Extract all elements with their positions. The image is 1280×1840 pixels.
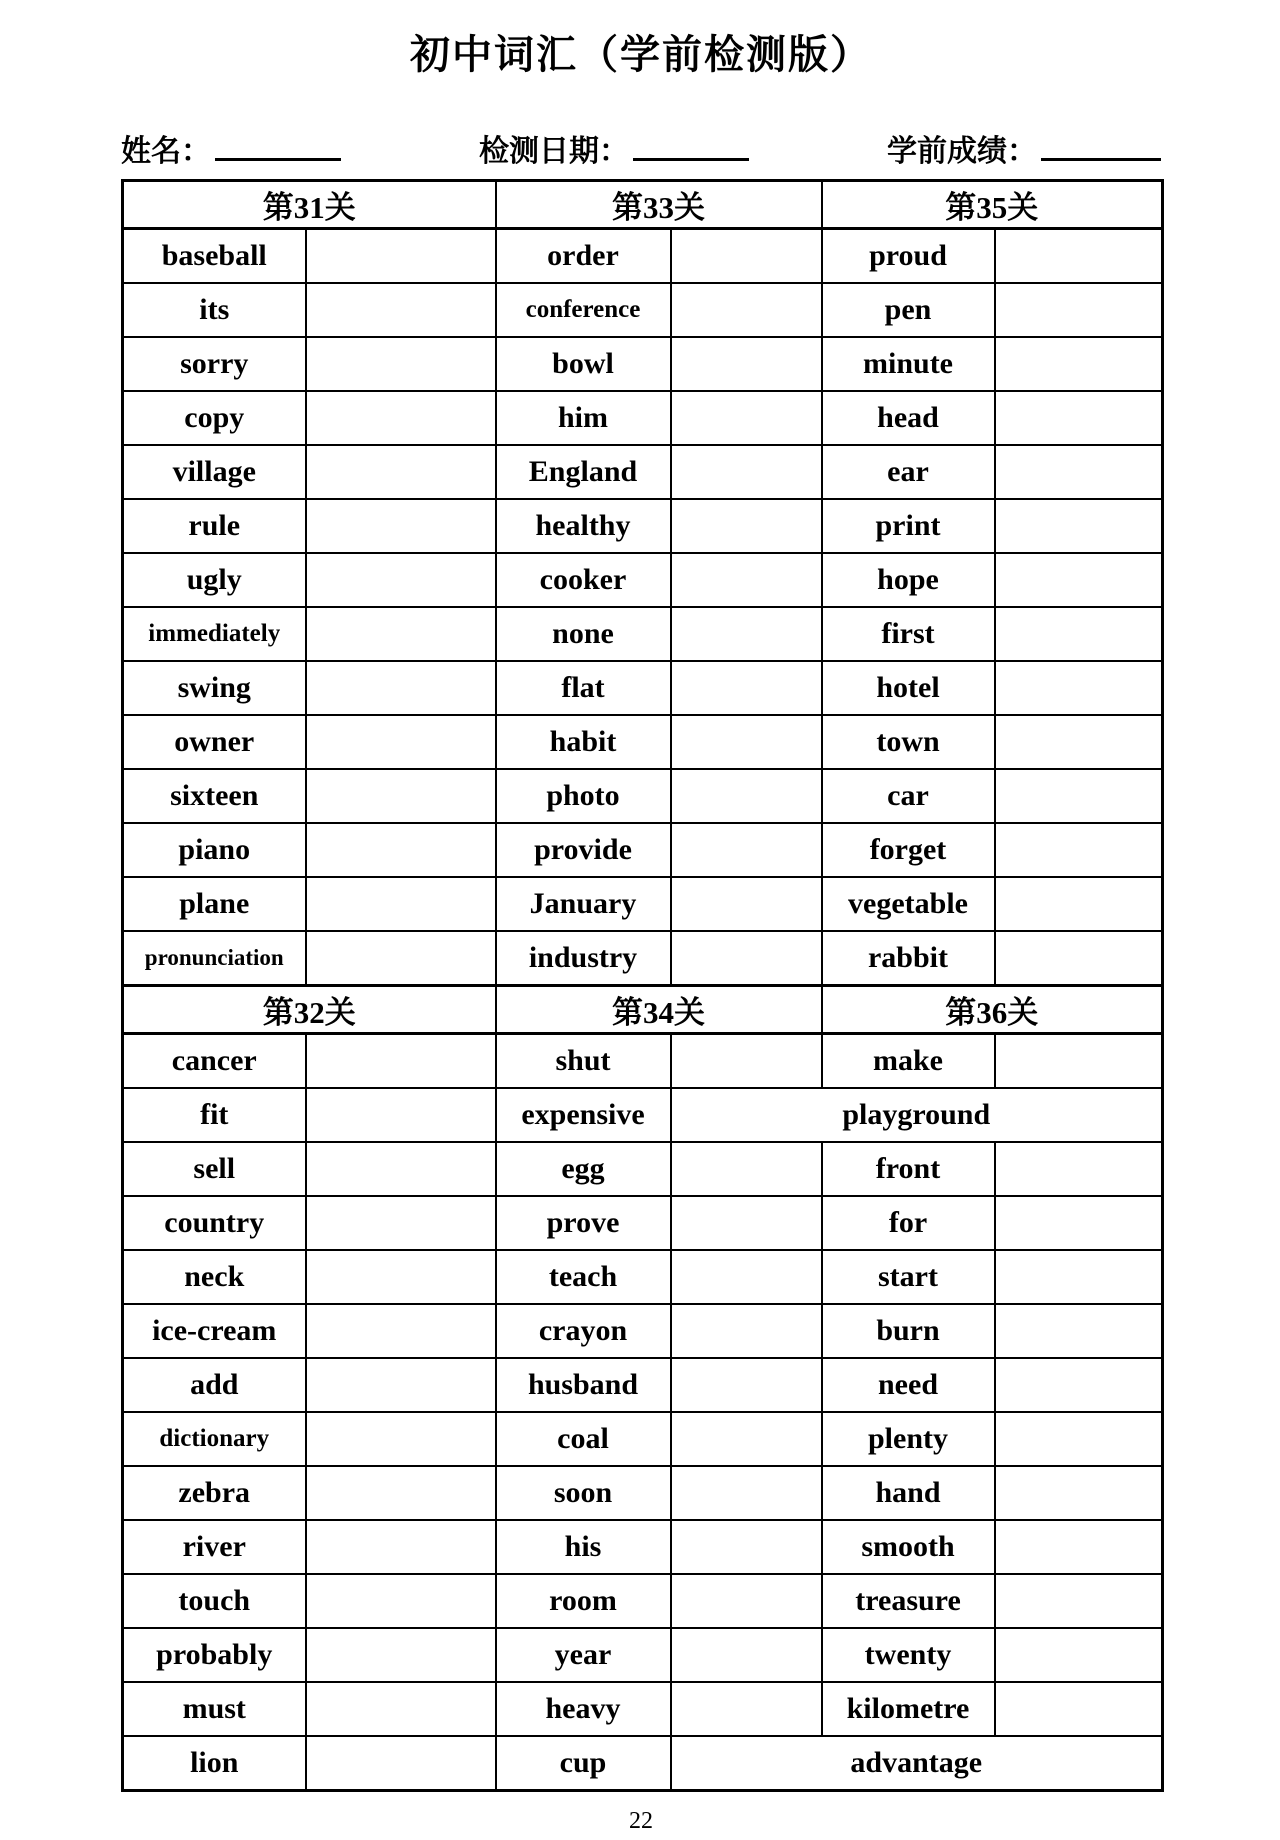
word-cell: make	[822, 1034, 995, 1089]
answer-cell	[671, 823, 822, 877]
table-row	[123, 1574, 1163, 1628]
table-row	[123, 1520, 1163, 1574]
answer-cell	[306, 1358, 496, 1412]
word-cell: egg	[496, 1142, 671, 1196]
answer-cell	[306, 1628, 496, 1682]
answer-cell	[671, 1034, 822, 1089]
section-header-cell: 第31关	[123, 181, 496, 229]
word-cell: kilometre	[822, 1682, 995, 1736]
word-cell: touch	[123, 1574, 306, 1628]
answer-cell	[995, 1466, 1163, 1520]
answer-cell	[995, 283, 1163, 337]
word-cell: vegetable	[822, 877, 995, 931]
section-header-row	[123, 986, 1163, 1034]
answer-cell	[995, 1304, 1163, 1358]
word-cell: sorry	[123, 337, 306, 391]
answer-cell	[306, 1088, 496, 1142]
answer-cell	[671, 1196, 822, 1250]
word-cell: river	[123, 1520, 306, 1574]
word-cell: room	[496, 1574, 671, 1628]
answer-cell	[995, 769, 1163, 823]
word-cell: neck	[123, 1250, 306, 1304]
table-row	[123, 661, 1163, 715]
table-row	[123, 1088, 1163, 1142]
word-cell: industry	[496, 931, 671, 986]
answer-cell	[995, 1196, 1163, 1250]
word-cell: its	[123, 283, 306, 337]
word-cell: expensive	[496, 1088, 671, 1142]
table-row	[123, 553, 1163, 607]
answer-cell	[306, 1736, 496, 1791]
word-cell: lion	[123, 1736, 306, 1791]
word-cell: sell	[123, 1142, 306, 1196]
answer-cell	[306, 1196, 496, 1250]
word-cell: minute	[822, 337, 995, 391]
name-field-blank	[215, 128, 341, 161]
word-cell: hand	[822, 1466, 995, 1520]
answer-cell	[306, 877, 496, 931]
table-row	[123, 823, 1163, 877]
answer-cell	[671, 1574, 822, 1628]
word-cell: flat	[496, 661, 671, 715]
word-cell: pronunciation	[123, 931, 306, 986]
word-cell: pen	[822, 283, 995, 337]
answer-cell	[671, 1142, 822, 1196]
word-cell: swing	[123, 661, 306, 715]
table-row	[123, 283, 1163, 337]
answer-cell	[995, 1034, 1163, 1089]
word-cell: forget	[822, 823, 995, 877]
answer-cell	[995, 1142, 1163, 1196]
section-header-cell: 第35关	[822, 181, 1163, 229]
answer-cell	[995, 1628, 1163, 1682]
word-cell: habit	[496, 715, 671, 769]
answer-cell	[995, 1358, 1163, 1412]
word-cell: hope	[822, 553, 995, 607]
word-cell: cooker	[496, 553, 671, 607]
word-cell: piano	[123, 823, 306, 877]
answer-cell	[995, 1412, 1163, 1466]
table-row	[123, 1358, 1163, 1412]
answer-cell	[671, 607, 822, 661]
word-cell: none	[496, 607, 671, 661]
word-cell: proud	[822, 229, 995, 284]
table-row	[123, 229, 1163, 284]
word-cell: provide	[496, 823, 671, 877]
word-cell: burn	[822, 1304, 995, 1358]
vocab-table-body	[123, 181, 1163, 1791]
answer-cell	[306, 1520, 496, 1574]
word-cell: owner	[123, 715, 306, 769]
table-row	[123, 1682, 1163, 1736]
answer-cell	[671, 445, 822, 499]
word-cell: year	[496, 1628, 671, 1682]
answer-cell	[306, 769, 496, 823]
name-field	[121, 128, 341, 171]
answer-cell	[306, 1574, 496, 1628]
answer-cell	[306, 391, 496, 445]
answer-cell	[306, 1466, 496, 1520]
section-header-cell: 第36关	[822, 986, 1163, 1034]
table-row	[123, 1466, 1163, 1520]
score-field-label: 学前成绩：	[887, 135, 1037, 168]
vocab-table	[121, 179, 1164, 1792]
section-header-cell: 第34关	[496, 986, 822, 1034]
answer-cell	[306, 931, 496, 986]
word-cell: baseball	[123, 229, 306, 284]
table-row	[123, 1304, 1163, 1358]
word-cell: cup	[496, 1736, 671, 1791]
word-cell: treasure	[822, 1574, 995, 1628]
word-cell: car	[822, 769, 995, 823]
answer-cell	[995, 499, 1163, 553]
page-number: 22	[629, 1808, 653, 1834]
word-cell: January	[496, 877, 671, 931]
score-field-blank	[1041, 128, 1161, 161]
table-row	[123, 877, 1163, 931]
answer-cell	[306, 1412, 496, 1466]
word-cell: coal	[496, 1412, 671, 1466]
answer-cell	[671, 337, 822, 391]
word-cell: probably	[123, 1628, 306, 1682]
word-cell: start	[822, 1250, 995, 1304]
answer-cell	[995, 391, 1163, 445]
answer-cell	[306, 823, 496, 877]
word-cell: print	[822, 499, 995, 553]
answer-cell	[306, 1250, 496, 1304]
word-cell: zebra	[123, 1466, 306, 1520]
answer-cell	[995, 229, 1163, 284]
word-cell: healthy	[496, 499, 671, 553]
word-cell: must	[123, 1682, 306, 1736]
answer-cell	[671, 769, 822, 823]
word-cell: cancer	[123, 1034, 306, 1089]
word-cell: rule	[123, 499, 306, 553]
document-page	[121, 30, 1161, 1836]
word-cell: conference	[496, 283, 671, 337]
word-cell: heavy	[496, 1682, 671, 1736]
answer-cell	[671, 1304, 822, 1358]
table-row	[123, 337, 1163, 391]
answer-cell	[995, 1574, 1163, 1628]
section-header-row	[123, 181, 1163, 229]
answer-cell	[671, 1682, 822, 1736]
answer-cell	[995, 337, 1163, 391]
answer-cell	[995, 1682, 1163, 1736]
answer-cell	[306, 445, 496, 499]
word-cell: fit	[123, 1088, 306, 1142]
word-cell: town	[822, 715, 995, 769]
answer-cell	[306, 337, 496, 391]
table-row	[123, 1736, 1163, 1791]
answer-cell	[671, 715, 822, 769]
word-cell: country	[123, 1196, 306, 1250]
word-cell: dictionary	[123, 1412, 306, 1466]
word-cell: soon	[496, 1466, 671, 1520]
answer-cell	[995, 877, 1163, 931]
word-cell: smooth	[822, 1520, 995, 1574]
word-cell: ice-cream	[123, 1304, 306, 1358]
table-row	[123, 445, 1163, 499]
answer-cell	[671, 553, 822, 607]
answer-cell	[306, 229, 496, 284]
date-field-label: 检测日期：	[479, 135, 629, 168]
word-cell: him	[496, 391, 671, 445]
answer-cell	[671, 1412, 822, 1466]
table-row	[123, 769, 1163, 823]
table-row	[123, 499, 1163, 553]
answer-cell	[671, 391, 822, 445]
word-cell: prove	[496, 1196, 671, 1250]
table-row	[123, 715, 1163, 769]
answer-cell	[995, 661, 1163, 715]
table-row	[123, 931, 1163, 986]
word-cell: photo	[496, 769, 671, 823]
answer-cell	[306, 1142, 496, 1196]
answer-cell	[306, 661, 496, 715]
answer-cell	[671, 283, 822, 337]
word-cell: add	[123, 1358, 306, 1412]
answer-cell	[306, 715, 496, 769]
word-cell: sixteen	[123, 769, 306, 823]
answer-cell	[995, 607, 1163, 661]
word-cell: plenty	[822, 1412, 995, 1466]
word-cell: front	[822, 1142, 995, 1196]
word-cell: England	[496, 445, 671, 499]
word-cell: his	[496, 1520, 671, 1574]
word-cell: rabbit	[822, 931, 995, 986]
word-cell: teach	[496, 1250, 671, 1304]
answer-cell	[306, 607, 496, 661]
table-row	[123, 1412, 1163, 1466]
answer-cell	[306, 499, 496, 553]
table-row	[123, 607, 1163, 661]
section-header-cell: 第33关	[496, 181, 822, 229]
answer-cell	[995, 445, 1163, 499]
word-cell: for	[822, 1196, 995, 1250]
table-row	[123, 1034, 1163, 1089]
table-row	[123, 391, 1163, 445]
answer-cell	[995, 1520, 1163, 1574]
answer-cell	[671, 1520, 822, 1574]
word-cell: need	[822, 1358, 995, 1412]
student-info-row	[121, 128, 1161, 171]
answer-cell	[671, 1466, 822, 1520]
word-cell: order	[496, 229, 671, 284]
answer-cell	[671, 877, 822, 931]
answer-cell	[671, 1250, 822, 1304]
word-cell: village	[123, 445, 306, 499]
date-field	[479, 128, 749, 171]
word-cell: hotel	[822, 661, 995, 715]
answer-cell	[671, 229, 822, 284]
merged-word-cell: playground	[671, 1088, 1163, 1142]
answer-cell	[671, 1358, 822, 1412]
word-cell: shut	[496, 1034, 671, 1089]
merged-word-cell: advantage	[671, 1736, 1163, 1791]
table-row	[123, 1142, 1163, 1196]
section-header-cell: 第32关	[123, 986, 496, 1034]
answer-cell	[671, 931, 822, 986]
word-cell: ear	[822, 445, 995, 499]
answer-cell	[306, 553, 496, 607]
word-cell: head	[822, 391, 995, 445]
table-row	[123, 1196, 1163, 1250]
table-row	[123, 1628, 1163, 1682]
answer-cell	[995, 823, 1163, 877]
answer-cell	[995, 553, 1163, 607]
page-title: 初中词汇（学前检测版）	[410, 32, 872, 77]
date-field-blank	[633, 128, 749, 161]
word-cell: husband	[496, 1358, 671, 1412]
word-cell: twenty	[822, 1628, 995, 1682]
answer-cell	[995, 1250, 1163, 1304]
word-cell: bowl	[496, 337, 671, 391]
answer-cell	[671, 661, 822, 715]
word-cell: immediately	[123, 607, 306, 661]
word-cell: crayon	[496, 1304, 671, 1358]
answer-cell	[671, 499, 822, 553]
word-cell: first	[822, 607, 995, 661]
word-cell: plane	[123, 877, 306, 931]
answer-cell	[306, 1304, 496, 1358]
answer-cell	[306, 283, 496, 337]
answer-cell	[306, 1682, 496, 1736]
score-field	[887, 128, 1161, 171]
table-row	[123, 1250, 1163, 1304]
answer-cell	[306, 1034, 496, 1089]
name-field-label: 姓名：	[121, 135, 211, 168]
answer-cell	[995, 715, 1163, 769]
word-cell: ugly	[123, 553, 306, 607]
answer-cell	[671, 1628, 822, 1682]
word-cell: copy	[123, 391, 306, 445]
answer-cell	[995, 931, 1163, 986]
